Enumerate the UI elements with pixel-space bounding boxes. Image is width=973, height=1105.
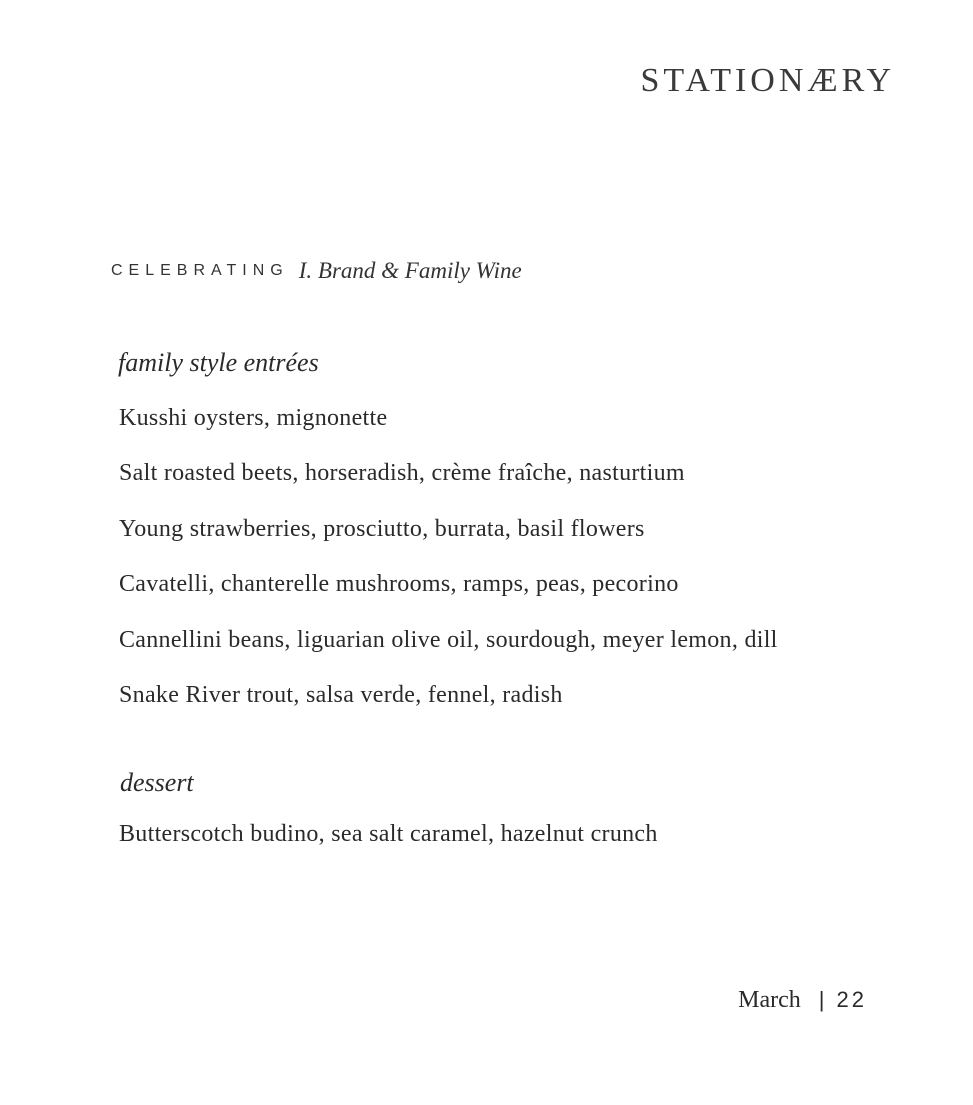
honoree-name: I. Brand & Family Wine [298,258,522,283]
brand-wordmark: STATIONÆRY [640,62,895,99]
menu-item: Butterscotch budino, sea salt caramel, hazelnut crunch [119,821,658,847]
menu-item: Salt roasted beets, horseradish, crème fraîche, nasturtium [119,460,685,486]
menu-item: Snake River trout, salsa verde, fennel, radish [119,682,563,708]
celebrating-line [111,258,522,284]
menu-item: Kusshi oysters, mignonette [119,405,388,431]
menu-item: Cavatelli, chanterelle mushrooms, ramps, peas, pecorino [119,571,679,597]
menu-item: Cannellini beans, liguarian olive oil, sourdough, meyer lemon, dill [119,627,778,653]
celebrating-label: CELEBRATING [111,262,289,279]
footer-date [738,987,867,1014]
menu-item: Young strawberries, prosciutto, burrata, basil flowers [119,516,645,542]
section-title-dessert: dessert [120,768,194,797]
footer-month: March [738,987,801,1013]
footer-day: 22 [836,987,867,1012]
section-title-entrees: family style entrées [118,348,319,377]
footer-separator: | [818,987,825,1012]
